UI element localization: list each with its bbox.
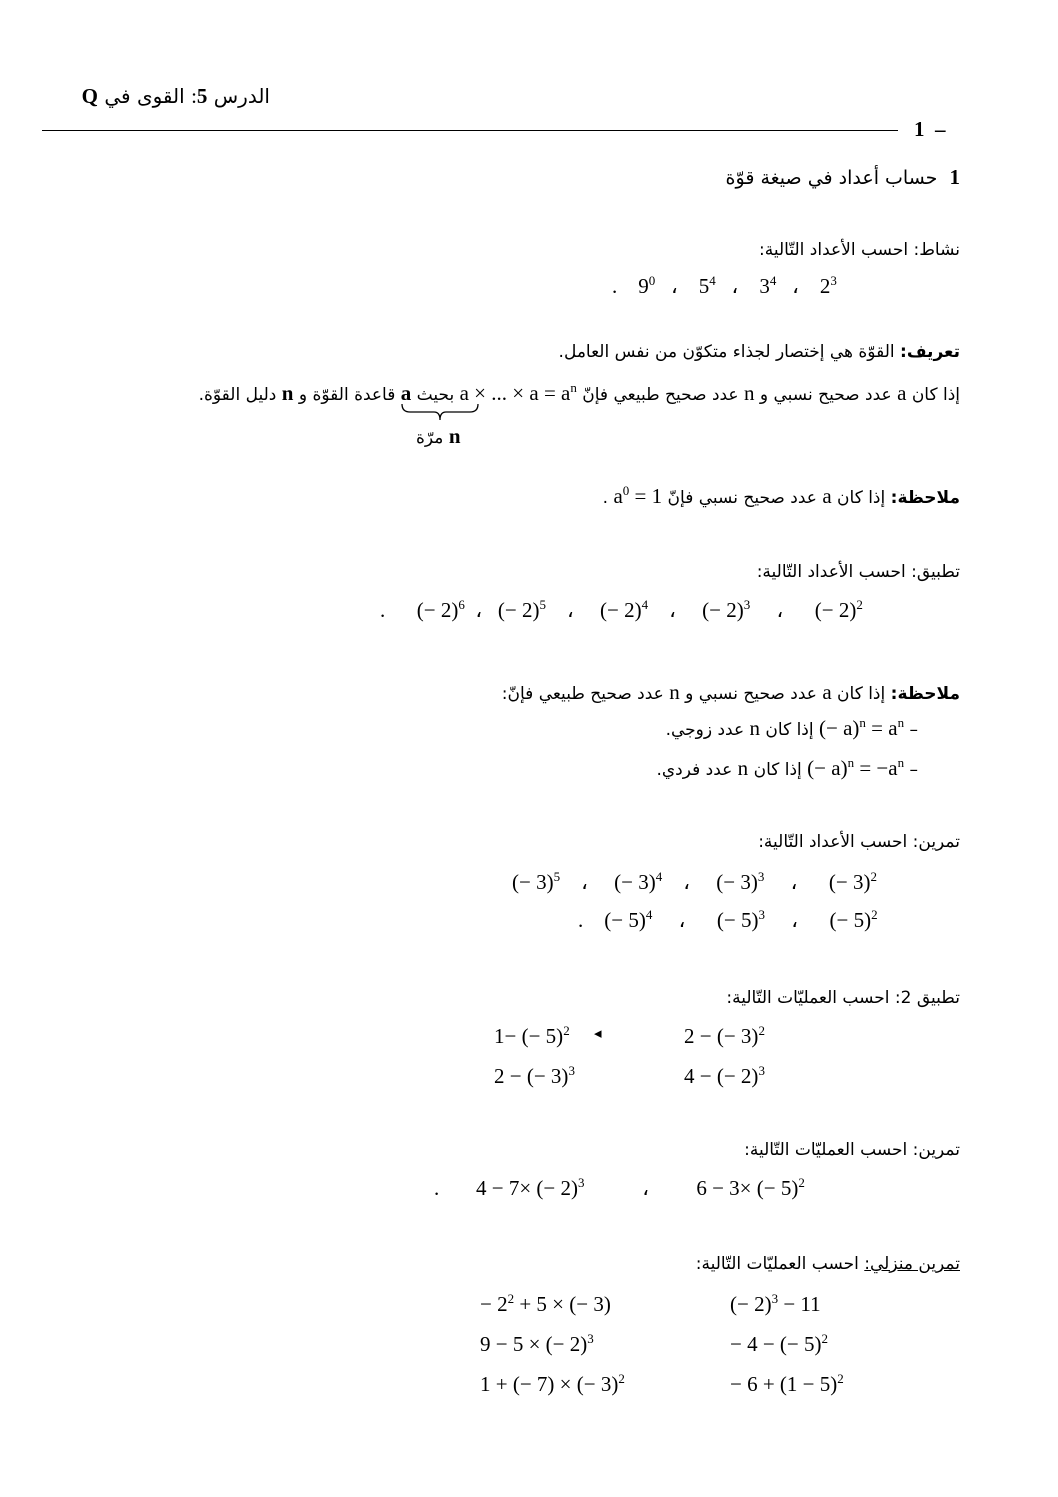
exercise2-expressions: . 4 − 7× (− 2)$^3$ ، 6 − 3× (− 5)$^2$ xyxy=(434,1175,805,1200)
list-marker: ◂ xyxy=(594,1024,602,1042)
remark1: ملاحظة: إذا كان a عدد صحيح نسبي فإنّ $a^0 = 1$ . xyxy=(602,483,960,508)
application1-label: تطبيق: احسب الأعداد التّالية: xyxy=(756,562,960,582)
remark2-case-even: – (− $a)^n = a^n$ إذا كان n عدد زوجي. xyxy=(665,715,918,740)
application2-label: تطبيق 2: احسب العمليّات التّالية: xyxy=(726,988,960,1008)
definition-line1: تعريف: القوّة هي إختصار لجذاء متكوّن من نفس العامل. xyxy=(558,342,960,362)
application2-item-1: 2 − (− 3)$^2$ xyxy=(684,1023,765,1048)
application2-item-2: 1− (− 5)$^2$ xyxy=(494,1023,570,1048)
section-number: 1 xyxy=(949,165,960,189)
homework-left-2: 9 − 5 × (− 2)$^3$ xyxy=(480,1331,594,1356)
lesson-title: الدرس 5: القوى في Q xyxy=(81,84,270,108)
underbrace xyxy=(400,402,480,422)
activity-expressions: . $9^0$ ، $5^4$ ، $3^4$ ، $2^3$ xyxy=(612,273,837,298)
homework-left-1: − $2^2 + 5$ × (− 3) xyxy=(480,1291,611,1316)
application2-item-4: 2 − (− 3)$^3$ xyxy=(494,1063,575,1088)
exercise2-label: تمرين: احسب العمليّات التّالية: xyxy=(744,1140,960,1160)
homework-label: تمرين منزلي: احسب العمليّات التّالية: xyxy=(695,1254,960,1274)
exercise1-label: تمرين: احسب الأعداد التّالية: xyxy=(758,832,960,852)
brace-label: n مرّة xyxy=(416,424,461,448)
application2-item-3: 4 − (− 2)$^3$ xyxy=(684,1063,765,1088)
lesson-number: 5 xyxy=(196,84,208,108)
section-title: حساب أعداد في صيغة قوّة xyxy=(725,167,938,189)
set-symbol: Q xyxy=(81,84,98,108)
activity-label: نشاط: احسب الأعداد التّالية: xyxy=(759,240,960,260)
header-rule xyxy=(42,130,898,131)
homework-left-3: 1 + (− 7) × (− 3)$^2$ xyxy=(480,1371,625,1396)
homework-right-1: (− 2)$^3$ − 11 xyxy=(730,1291,821,1316)
lesson-label: الدرس xyxy=(213,84,270,108)
page-marker: 1 – xyxy=(914,117,946,141)
homework-right-3: − $6 + (1 - 5)^2$ xyxy=(730,1371,844,1396)
lesson-topic: القوى في xyxy=(104,84,185,108)
power-formula: a × ... × $a = a^n$ xyxy=(459,380,577,405)
remark2: ملاحظة: إذا كان a عدد صحيح نسبي و n عدد صحيح طبيعي فإنّ: xyxy=(501,680,960,704)
exercise1-row2: . (− 5)$^4$ ، (− 5)$^3$ ، (− 5)$^2$ xyxy=(578,907,878,932)
zero-power-formula: $a^0 = 1$ xyxy=(613,483,663,508)
definition-line2: إذا كان a عدد صحيح نسبي و n عدد صحيح طبيعي فإنّ a × ... × $a = a^n$ بحيث a قاعدة القوّة و n دليل القوّة. xyxy=(198,380,960,405)
remark2-case-odd: – (− $a)^n = -a^n$ إذا كان n عدد فردي. xyxy=(656,755,918,780)
homework-right-2: − 4 − (− 5)$^2$ xyxy=(730,1331,829,1356)
section-heading xyxy=(726,165,960,190)
application1-expressions: . (− 2)$^6$ ، (− 2)$^5$ ، (− 2)$^4$ ، (− 2)$^3$ ، (− 2)$^2$ xyxy=(380,597,863,622)
exercise1-row1: (− 3)$^5$ ، (− 3)$^4$ ، (− 3)$^3$ ، (− 3)$^2$ xyxy=(512,869,877,894)
